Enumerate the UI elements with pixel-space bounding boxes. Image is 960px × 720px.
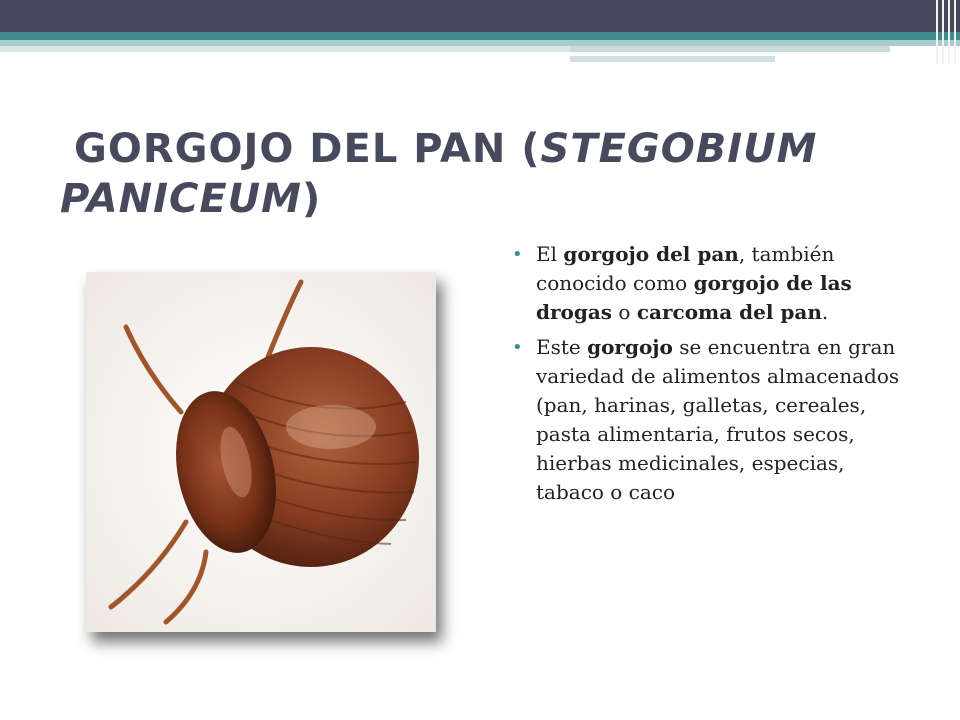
bullet-item: • El gorgojo del pan, también conocido como gorgojo de las drogas o carcoma del pan. (512, 242, 852, 324)
header-bar (0, 0, 960, 32)
beetle-photo (86, 272, 436, 632)
bullet-dot: • (512, 244, 523, 265)
header-shadow-band (0, 46, 570, 52)
title-close-paren: ) (301, 176, 322, 222)
header-short-band (570, 46, 890, 52)
slide-title (60, 124, 820, 224)
bullet-dot: • (512, 337, 523, 358)
bullet-item: • Este gorgojo se encuentra en gran variedad de alimentos almacenados (pan, harinas, galletas, cereales, pasta alimentaria, frutos secos, hierbas medicinales, especias, tabaco o caco (512, 335, 900, 504)
header-short-band-2 (570, 56, 775, 62)
title-species-epithet: PANICEUM (60, 176, 302, 222)
beetle-illustration (86, 272, 436, 632)
header-edge-lines (932, 0, 960, 64)
header-accent-band (0, 32, 960, 40)
title-species-genus: STEGOBIUM (540, 126, 818, 172)
bullet-list (508, 240, 908, 513)
title-text: GORGOJO DEL PAN ( (74, 126, 541, 172)
